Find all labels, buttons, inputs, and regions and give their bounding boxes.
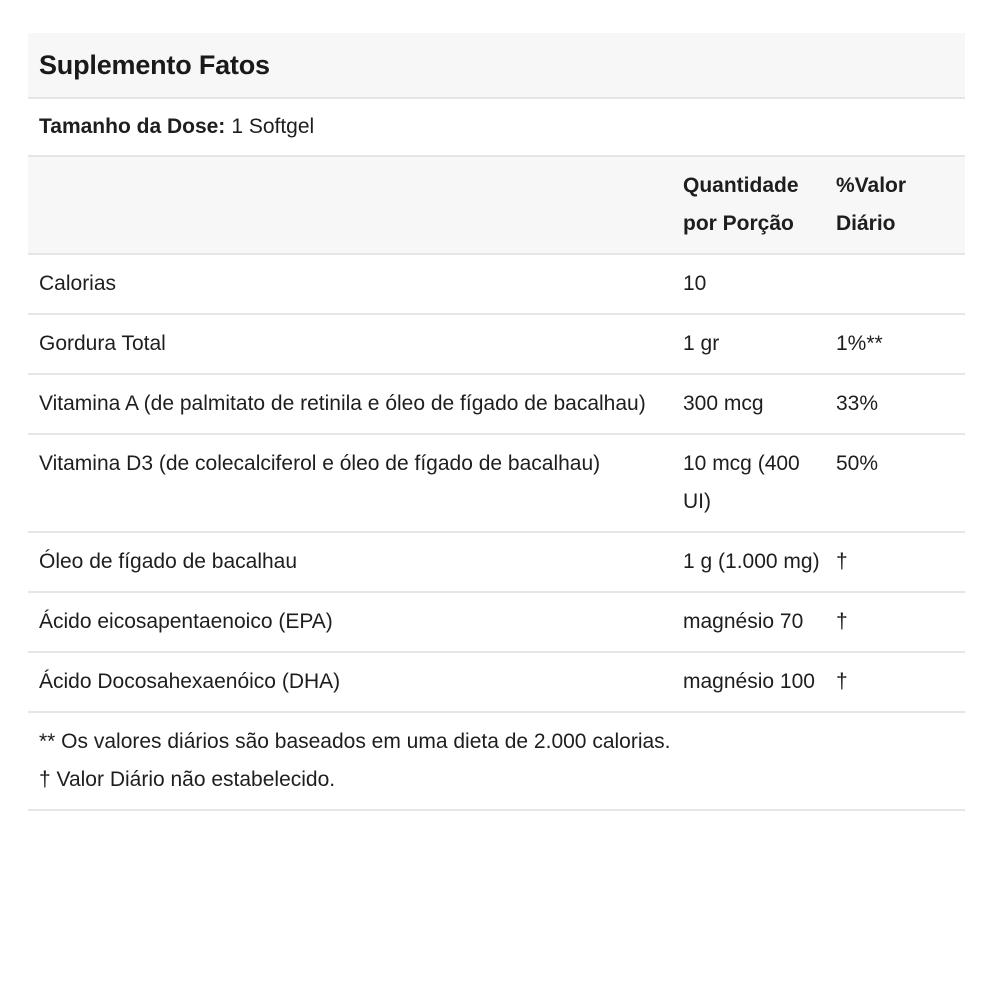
- serving-size-label: Tamanho da Dose:: [39, 115, 226, 138]
- nutrient-amount: magnésio 100: [683, 670, 815, 693]
- nutrient-amount: 10 mcg (400 UI): [683, 452, 800, 513]
- nutrient-name: Gordura Total: [39, 332, 166, 355]
- table-row: [28, 255, 965, 315]
- table-row: [28, 593, 965, 653]
- nutrient-amount: 1 gr: [683, 332, 720, 355]
- nutrient-daily-value: †: [836, 670, 848, 693]
- nutrient-amount: magnésio 70: [683, 610, 804, 633]
- nutrient-name: Ácido Docosahexaenóico (DHA): [39, 670, 341, 693]
- table-row: [28, 375, 965, 435]
- dv-header-line-2: Diário: [836, 212, 896, 235]
- nutrient-name: Óleo de fígado de bacalhau: [39, 550, 298, 573]
- footnotes: [28, 713, 965, 811]
- nutrient-daily-value: 33%: [836, 392, 879, 415]
- nutrient-daily-value: 1%**: [836, 332, 883, 355]
- supplement-facts-title: Suplemento Fatos: [39, 50, 270, 80]
- daily-value-column-header: [826, 167, 965, 243]
- serving-size-value: 1 Softgel: [231, 115, 315, 138]
- column-header-row: [28, 157, 965, 255]
- nutrient-daily-value: †: [836, 610, 848, 633]
- nutrient-daily-value: †: [836, 550, 848, 573]
- footnote-daily-values: ** Os valores diários são baseados em uma dieta de 2.000 calorias.: [39, 730, 671, 753]
- table-row: [28, 533, 965, 593]
- nutrient-name: Vitamina A (de palmitato de retinila e óleo de fígado de bacalhau): [39, 392, 646, 415]
- nutrient-column-header: [28, 167, 672, 243]
- nutrient-name: Vitamina D3 (de colecalciferol e óleo de fígado de bacalhau): [39, 452, 601, 475]
- nutrient-daily-value: [826, 265, 965, 303]
- footnote-not-established: † Valor Diário não estabelecido.: [39, 768, 336, 791]
- title-row: [28, 33, 965, 99]
- amount-header-line-1: Quantidade: [683, 174, 799, 197]
- nutrient-name: Ácido eicosapentaenoico (EPA): [39, 610, 333, 633]
- table-row: [28, 435, 965, 533]
- table-row: [28, 315, 965, 375]
- amount-header-line-2: por Porção: [683, 212, 794, 235]
- serving-size-row: [28, 99, 965, 157]
- nutrient-name: Calorias: [39, 272, 117, 295]
- nutrient-amount: 10: [683, 272, 707, 295]
- nutrient-amount: 300 mcg: [683, 392, 764, 415]
- amount-column-header: [672, 167, 826, 243]
- dv-header-line-1: %Valor: [836, 174, 907, 197]
- nutrient-amount: 1 g (1.000 mg): [683, 550, 820, 573]
- supplement-facts-table: [28, 33, 965, 811]
- nutrient-daily-value: 50%: [836, 452, 879, 475]
- table-row: [28, 653, 965, 713]
